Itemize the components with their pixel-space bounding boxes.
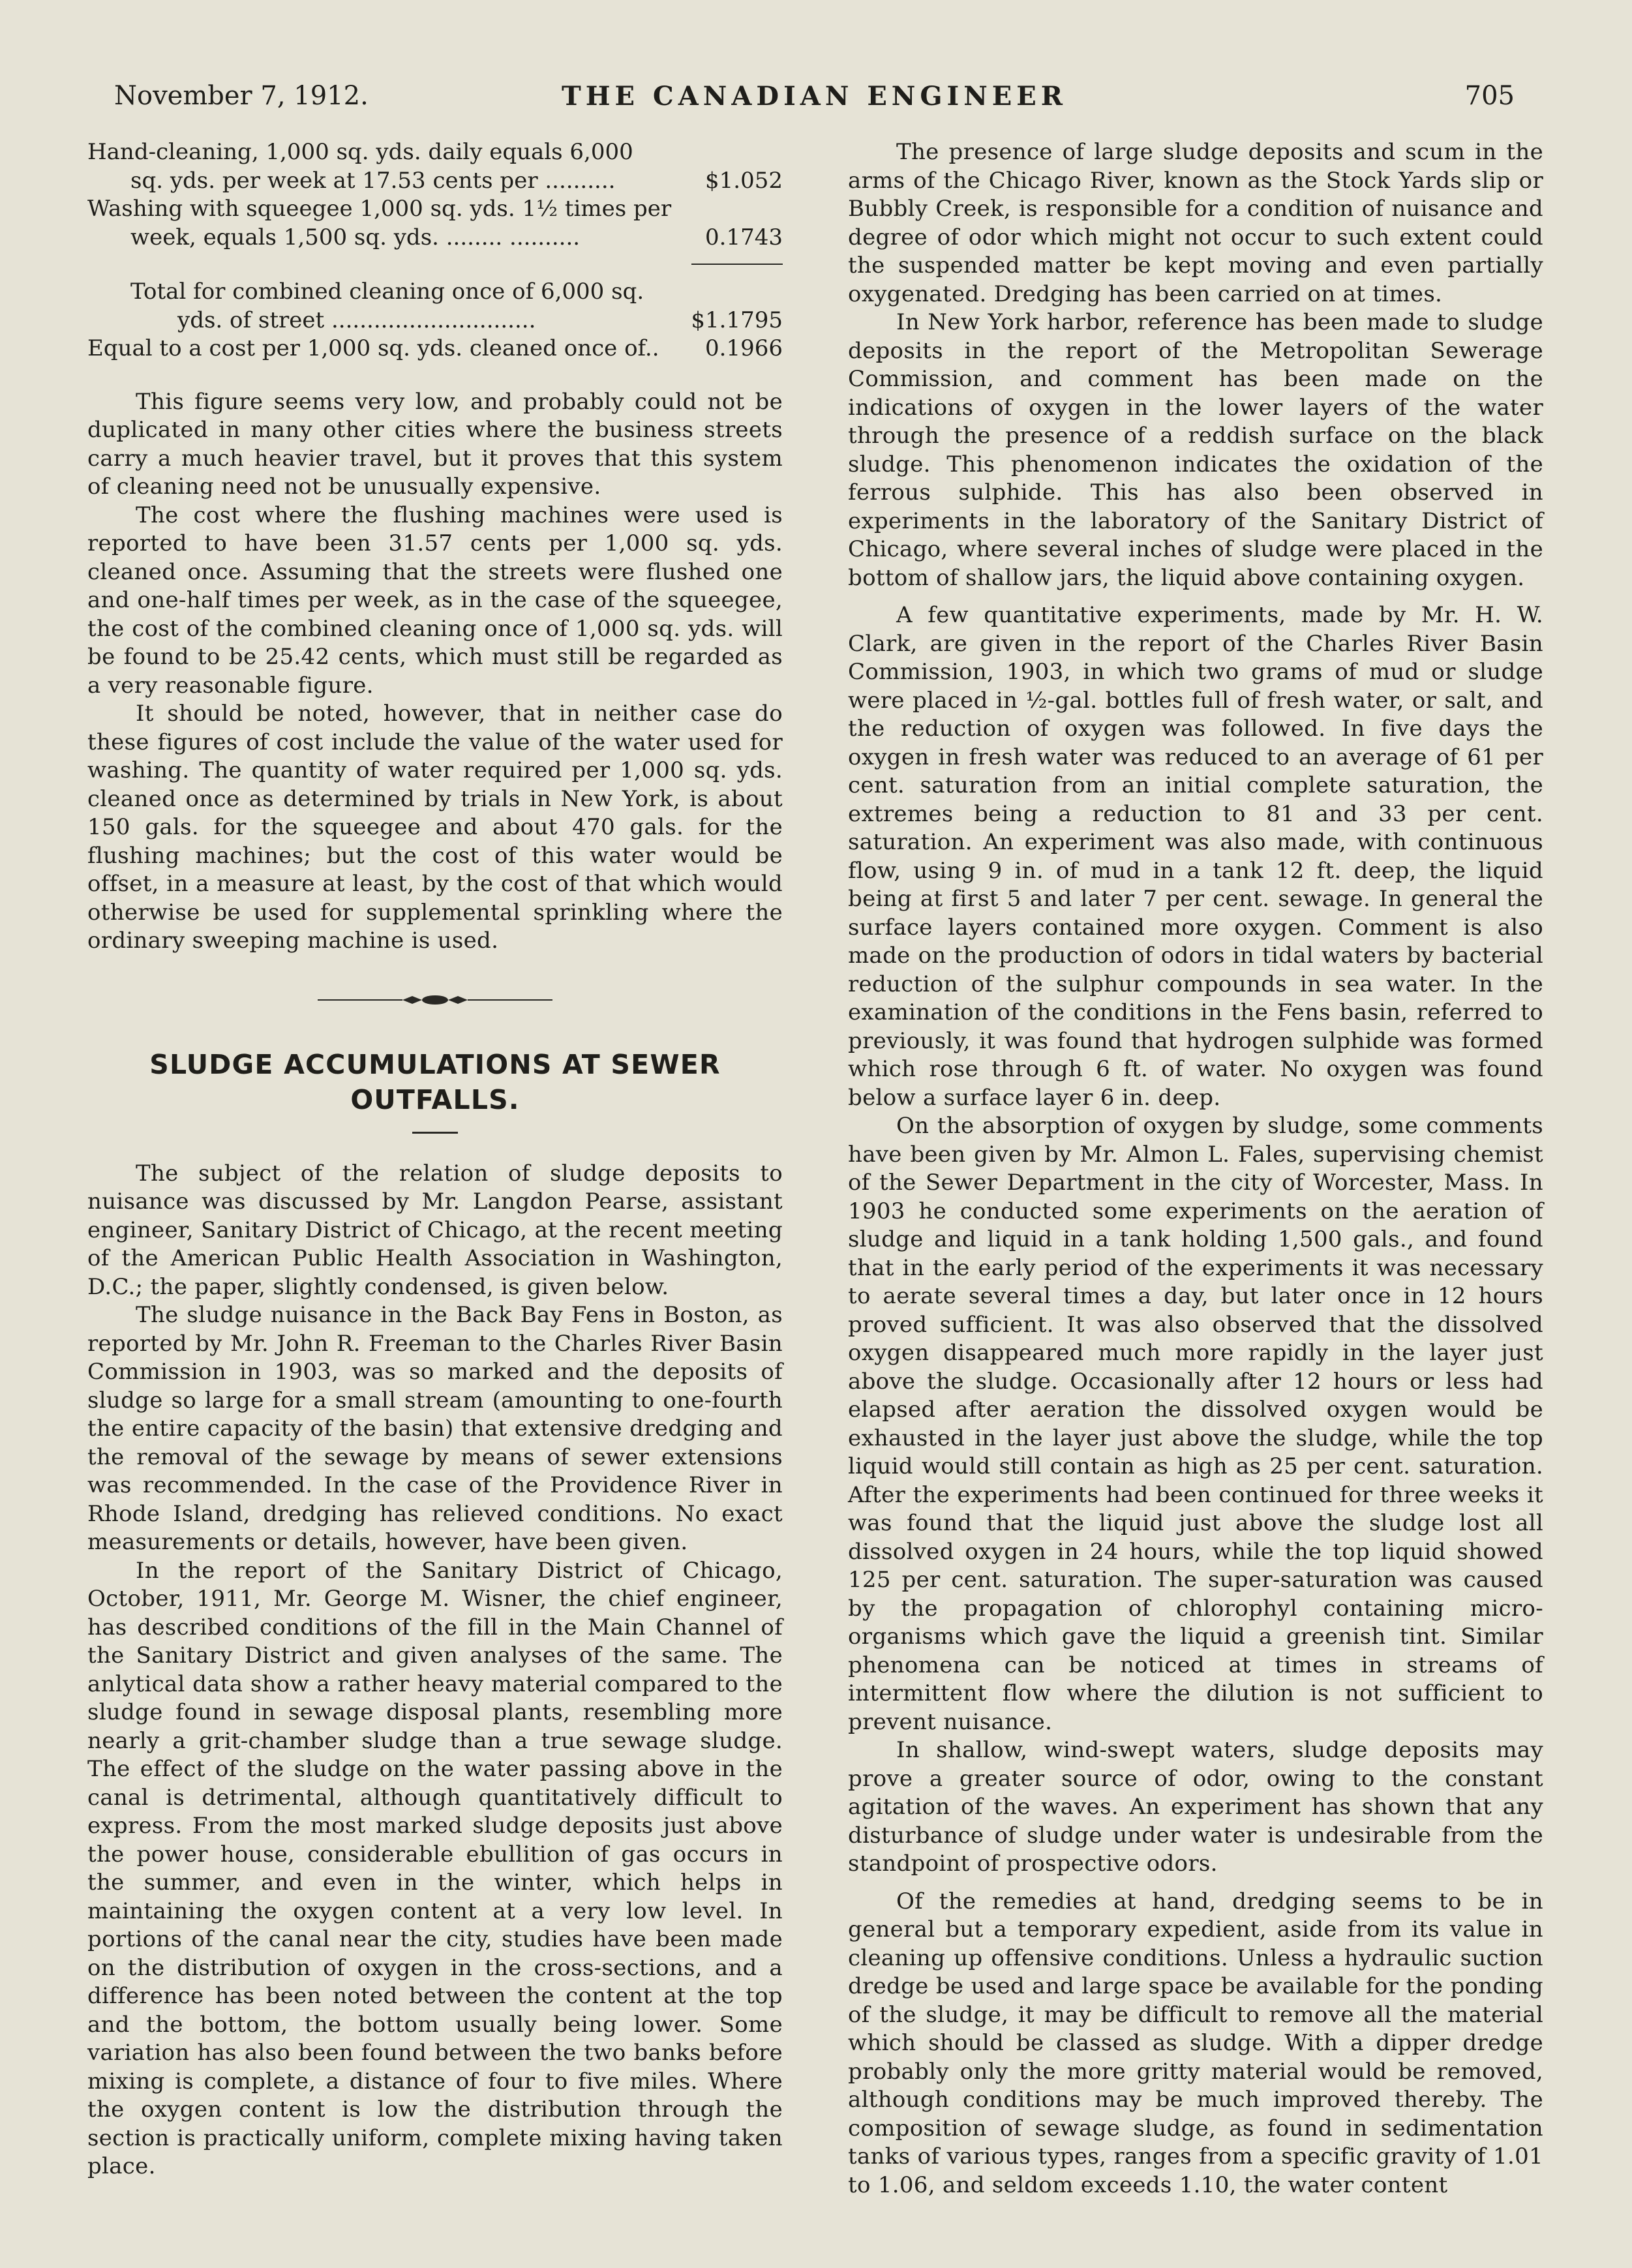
title-rule <box>412 1132 458 1134</box>
cost-amount: $1.052 <box>705 167 783 194</box>
running-header <box>114 81 1515 120</box>
cost-row-text: Hand-cleaning, 1,000 sq. yds. daily equals 6,000 <box>87 139 633 165</box>
cost-row <box>87 138 783 167</box>
cost-row <box>87 307 783 335</box>
paragraph: In shallow, wind-swept waters, sludge deposits may prove a greater source of odor, owing to the constant agitation of the waves. An experiment has shown that any disturbance of sludge under water is undesirable from the standpoint of prospective odors. <box>848 1737 1543 1877</box>
section-ornament <box>318 992 552 1008</box>
cost-row-text: Total for combined cleaning once of 6,000 sq. <box>130 279 644 305</box>
paragraph: The subject of the relation of sludge deposits to nuisance was discussed by Mr. Langdon Pearse, assistant engineer, Sanitary District of Chicago, at the recent meeting of the American Public Health Association in Washington, D.C.; the paper, slightly condensed, is given below. <box>87 1160 783 1300</box>
issue-date: November 7, 1912. <box>114 81 369 111</box>
cost-row-text: yds. of street ............................. <box>177 307 536 333</box>
page-number: 705 <box>1464 81 1515 111</box>
paragraph: The presence of large sludge deposits and scum in the arms of the Chicago River, known as the Stock Yards slip or Bubbly Creek, is responsible for a condition of nuisance and degree of odor which might not occur to such extent could the suspended matter be kept moving and even partially oxygenated. Dredging has been carried on at times. <box>848 139 1543 307</box>
cost-row-text: week, equals 1,500 sq. yds. ........ .......... <box>130 224 581 250</box>
cost-row <box>87 195 783 224</box>
article-title: OUTFALLS. <box>350 1083 520 1115</box>
cost-row-text: Washing with squeegee 1,000 sq. yds. 1½ times per <box>87 196 672 222</box>
cost-row <box>87 224 783 252</box>
paragraph: This figure seems very low, and probably could not be duplicated in many other cities where the business streets carry a much heavier travel, but it proves that this system of cleaning need not be unusually expensive. <box>87 388 783 500</box>
cost-amount: 0.1966 <box>705 335 783 361</box>
cost-row-text: Equal to a cost per 1,000 sq. yds. cleaned once of.. <box>87 335 659 361</box>
paragraph: It should be noted, however, that in neither case do these figures of cost include the value of the water used for washing. The quantity of water required per 1,000 sq. yds. cleaned once as determined by trials in New York, is about 150 gals. for the squeegee and about 470 gals. for the flushing machines; but the cost of this water would be offset, in a measure at least, by the cost of that which would otherwise be used for supplemental sprinkling where the ordinary sweeping machine is used. <box>87 701 783 954</box>
paragraph: In the report of the Sanitary District of Chicago, October, 1911, Mr. George M. Wisner, the chief engineer, has described conditions of the fill in the Main Channel of the Sanitary District and given analyses of the same. The anlytical data show a rather heavy material compared to the sludge found in sewage disposal plants, resembling more nearly a grit-chamber sludge than a true sewage sludge. The effect of the sludge on the water passing above in the canal is detrimental, although quantitatively difficult to express. From the most marked sludge deposits just above the power house, considerable ebullition of gas occurs in the summer, and even in the winter, which helps in maintaining the oxygen content at a very low level. In portions of the canal near the city, studies have been made on the distribution of oxygen in the cross-sections, and a difference has been noted between the content at the top and the bottom, the bottom usually being lower. Some variation has also been found between the two banks before mixing is complete, a distance of four to five miles. Where the oxygen content is low the distribution through the section is practically uniform, complete mixing having taken place. <box>87 1557 783 2179</box>
paragraph: In New York harbor, reference has been made to sludge deposits in the report of the Metropolitan Sewerage Commission, and comment has been made on the indications of oxygen in the lower layers of the water through the presence of a reddish surface on the black sludge. This phenomenon indicates the oxidation of the ferrous sulphide. This has also been observed in experiments in the laboratory of the Sanitary District of Chicago, where several inches of sludge were placed in the bottom of shallow jars, the liquid above containing oxygen. <box>848 309 1543 591</box>
cost-row <box>87 335 783 363</box>
cost-amount: $1.1795 <box>691 307 783 333</box>
left-column <box>87 138 783 2181</box>
paragraph: On the absorption of oxygen by sludge, some comments have been given by Mr. Almon L. Fales, supervising chemist of the Sewer Department in the city of Worcester, Mass. In 1903 he conducted some experiments on the aeration of sludge and liquid in a tank holding 1,500 gals., and found that in the early period of the experiments it was necessary to aerate several times a day, but later once in 12 hours proved sufficient. It was also observed that the dissolved oxygen disappeared much more rapidly in the layer just above the sludge. Occasionally after 12 hours or less had elapsed after aeration the dissolved oxygen would be exhausted in the layer just above the sludge, while the top liquid would still contain as high as 25 per cent. saturation. After the experiments had been continued for three weeks it was found that the liquid just above the sludge lost all dissolved oxygen in 24 hours, while the top liquid showed 125 per cent. saturation. The super-saturation was caused by the propagation of chlorophyl containing micro-organisms which gave the liquid a greenish tint. Similar phenomena can be noticed at times in streams of intermittent flow where the dilution is not sufficient to prevent nuisance. <box>848 1113 1543 1735</box>
article-title: SLUDGE ACCUMULATIONS AT SEWER <box>149 1048 721 1080</box>
journal-title: THE CANADIAN ENGINEER <box>561 81 1068 112</box>
cost-row-text: sq. yds. per week at 17.53 cents per .......... <box>130 167 616 194</box>
sum-rule <box>691 264 783 265</box>
right-column <box>848 138 1543 2200</box>
cost-row <box>87 278 783 307</box>
paragraph: The sludge nuisance in the Back Bay Fens in Boston, as reported by Mr. John R. Freeman to the Charles River Basin Commission in 1903, was so marked and the deposits of sludge so large for a small stream (amounting to one-fourth the entire capacity of the basin) that extensive dredging and the removal of the sewage by means of sewer extensions was recommended. In the case of the Providence River in Rhode Island, dredging has relieved conditions. No exact measurements or details, however, have been given. <box>87 1302 783 1555</box>
paragraph: A few quantitative experiments, made by Mr. H. W. Clark, are given in the report of the Charles River Basin Commission, 1903, in which two grams of mud or sludge were placed in ½-gal. bottles full of fresh water, or salt, and the reduction of oxygen was followed. In five days the oxygen in fresh water was reduced to an average of 61 per cent. saturation from an initial complete saturation, the extremes being a reduction to 81 and 33 per cent. saturation. An experiment was also made, with continuous flow, using 9 in. of mud in a tank 12 ft. deep, the liquid being at first 5 and later 7 per cent. sewage. In general the surface layers contained more oxygen. Comment is also made on the production of odors in tidal waters by bacterial reduction of the sulphur compounds in sea water. In the examination of the conditions in the Fens basin, referred to previously, it was found that hydrogen sulphide was formed which rose through 6 ft. of water. No oxygen was found below a surface layer 6 in. deep. <box>848 602 1543 1111</box>
paragraph: The cost where the flushing machines were used is reported to have been 31.57 cents per 1,000 sq. yds. cleaned once. Assuming that the streets were flushed one and one-half times per week, as in the case of the squeegee, the cost of the combined cleaning once of 1,000 sq. yds. will be found to be 25.42 cents, which must still be regarded as a very reasonable figure. <box>87 502 783 699</box>
cost-table <box>87 138 783 363</box>
paragraph: Of the remedies at hand, dredging seems to be in general but a temporary expedient, aside from its value in cleaning up offensive conditions. Unless a hydraulic suction dredge be used and large space be available for the ponding of the sludge, it may be difficult to remove all the material which should be classed as sludge. With a dipper dredge probably only the more gritty material would be removed, although conditions may be much improved thereby. The composition of sewage sludge, as found in sedimentation tanks of various types, ranges from a specific gravity of 1.01 to 1.06, and seldom exceeds 1.10, the water content <box>848 1888 1543 2198</box>
cost-amount: 0.1743 <box>705 224 783 250</box>
cost-row <box>87 167 783 196</box>
